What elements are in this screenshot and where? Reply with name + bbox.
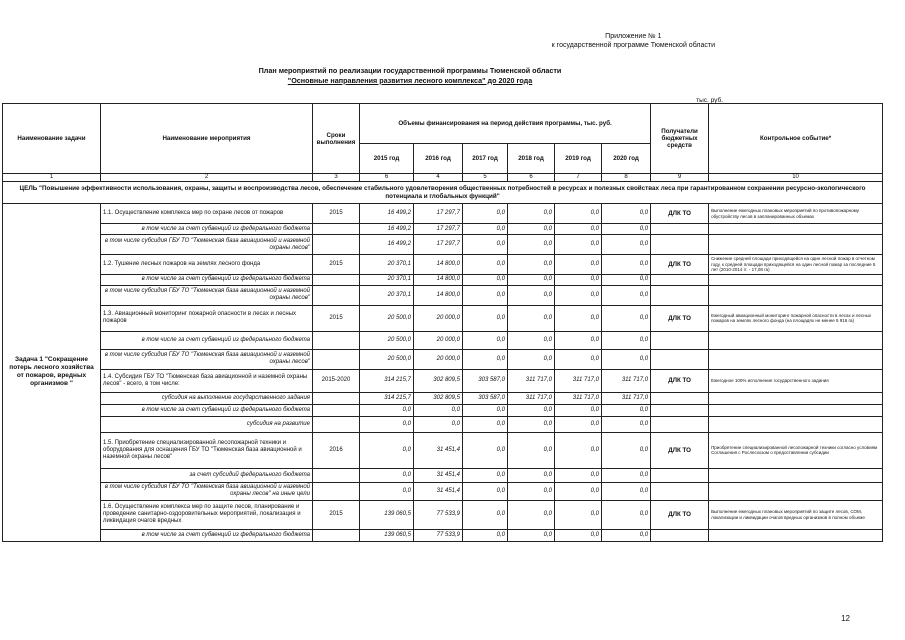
funding-cell: 0,0 (463, 349, 508, 369)
recipient-cell (651, 529, 709, 541)
recipient-cell (651, 224, 709, 235)
funding-cell: 0,0 (414, 404, 463, 416)
funding-cell: 0,0 (508, 349, 555, 369)
event-cell (709, 416, 883, 432)
funding-cell: 0,0 (602, 285, 651, 305)
funding-cell: 77 533,9 (414, 529, 463, 541)
funding-cell: 0,0 (602, 331, 651, 349)
term-cell: 2015 (313, 500, 360, 529)
term-cell: 2015 (313, 305, 360, 331)
recipient-cell: ДЛК ТО (651, 305, 709, 331)
funding-cell: 14 800,0 (414, 274, 463, 285)
title-line-1: План мероприятий по реализации государственной программы Тюменской области (258, 66, 562, 75)
col-index: 7 (555, 174, 602, 182)
funding-cell: 0,0 (555, 349, 602, 369)
recipient-cell (651, 468, 709, 482)
funding-cell: 20 370,1 (360, 274, 414, 285)
term-cell: 2015 (313, 255, 360, 275)
funding-cell: 0,0 (508, 274, 555, 285)
funding-cell: 0,0 (463, 432, 508, 468)
term-cell (313, 235, 360, 255)
funding-cell: 302 809,5 (414, 369, 463, 392)
col-year: 2020 год (602, 144, 651, 174)
event-cell (709, 235, 883, 255)
event-cell (709, 468, 883, 482)
funding-cell: 139 060,5 (360, 529, 414, 541)
funding-cell: 0,0 (463, 274, 508, 285)
col-index: 2 (101, 174, 313, 182)
recipient-cell (651, 285, 709, 305)
funding-cell: 31 451,4 (414, 482, 463, 500)
event-cell: Приобретение специализированной лесопожарной техники согласно условиям Соглашения с Рослесхозом о предоставлении субсидии (709, 432, 883, 468)
funding-cell: 0,0 (555, 274, 602, 285)
funding-cell: 0,0 (602, 204, 651, 224)
term-cell (313, 416, 360, 432)
document-title (200, 66, 620, 85)
term-cell (313, 331, 360, 349)
funding-cell: 0,0 (463, 305, 508, 331)
funding-cell: 0,0 (508, 468, 555, 482)
event-cell (709, 529, 883, 541)
col-task: Наименование задачи (3, 104, 101, 174)
activity-sub-label: в том числе субсидия ГБУ ТО "Тюменская база авиационной и наземной охраны лесов" (101, 235, 313, 255)
col-index: 6 (360, 174, 414, 182)
funding-cell: 0,0 (463, 468, 508, 482)
funding-cell: 0,0 (463, 331, 508, 349)
funding-cell: 0,0 (360, 432, 414, 468)
funding-cell: 31 451,4 (414, 432, 463, 468)
task-name: Задача 1 "Сокращение потерь лесного хозяйства от пожаров, вредных организмов " (3, 204, 101, 542)
funding-cell: 0,0 (463, 255, 508, 275)
col-year: 2019 год (555, 144, 602, 174)
activity-name: 1.4. Субсидия ГБУ ТО "Тюменская база авиационной и наземной охраны лесов" - всего, в том числе: (101, 369, 313, 392)
event-cell: Ежегодный авиационный мониторинг пожарной опасности в лесах и лесных пожаров на землях лесного фонда (на площадях не менее 5 916 га) (709, 305, 883, 331)
funding-cell: 16 499,2 (360, 204, 414, 224)
activity-sub-label: за счет субсидий федерального бюджета (101, 468, 313, 482)
term-cell (313, 392, 360, 404)
funding-cell: 0,0 (508, 255, 555, 275)
col-event: Контрольное событие* (709, 104, 883, 174)
funding-cell: 0,0 (602, 274, 651, 285)
funding-cell: 0,0 (508, 285, 555, 305)
funding-cell: 17 297,7 (414, 224, 463, 235)
activity-plan-table (2, 103, 883, 542)
col-term: Сроки выполнения (313, 104, 360, 174)
funding-cell: 0,0 (602, 349, 651, 369)
table-row (3, 224, 883, 235)
funding-cell: 0,0 (555, 416, 602, 432)
funding-cell: 303 587,0 (463, 369, 508, 392)
funding-cell: 14 800,0 (414, 255, 463, 275)
funding-cell: 0,0 (463, 500, 508, 529)
funding-cell: 0,0 (360, 416, 414, 432)
funding-cell: 0,0 (555, 235, 602, 255)
funding-cell: 303 587,0 (463, 392, 508, 404)
activity-sub-label: в том числе субсидия ГБУ ТО "Тюменская база авиационной и наземной охраны лесов" на иные цели (101, 482, 313, 500)
table-row (3, 235, 883, 255)
col-year: 2017 год (463, 144, 508, 174)
col-year: 2015 год (360, 144, 414, 174)
recipient-cell (651, 274, 709, 285)
funding-cell: 0,0 (508, 416, 555, 432)
col-index: 9 (651, 174, 709, 182)
event-cell (709, 404, 883, 416)
event-cell (709, 331, 883, 349)
recipient-cell: ДЛК ТО (651, 255, 709, 275)
funding-cell: 20 500,0 (360, 349, 414, 369)
col-index: 6 (508, 174, 555, 182)
term-cell: 2016 (313, 432, 360, 468)
funding-cell: 16 499,2 (360, 224, 414, 235)
event-cell (709, 482, 883, 500)
funding-cell: 0,0 (555, 529, 602, 541)
term-cell (313, 404, 360, 416)
funding-cell: 77 533,9 (414, 500, 463, 529)
table-row (3, 369, 883, 392)
funding-cell: 0,0 (463, 416, 508, 432)
recipient-cell (651, 349, 709, 369)
funding-cell: 0,0 (602, 224, 651, 235)
event-cell (709, 392, 883, 404)
funding-cell: 0,0 (555, 204, 602, 224)
event-cell: Выполнение ежегодных плановых мероприятий по противопожарному обустройству лесов в запланированных объемах (709, 204, 883, 224)
funding-cell: 311 717,0 (602, 369, 651, 392)
term-cell (313, 285, 360, 305)
funding-cell: 0,0 (602, 482, 651, 500)
funding-cell: 0,0 (555, 255, 602, 275)
recipient-cell: ДЛК ТО (651, 204, 709, 224)
funding-cell: 14 800,0 (414, 285, 463, 305)
col-year: 2016 год (414, 144, 463, 174)
funding-cell: 311 717,0 (508, 392, 555, 404)
funding-cell: 0,0 (508, 331, 555, 349)
funding-cell: 0,0 (555, 285, 602, 305)
activity-sub-label: субсидия на выполнение государственного задания (101, 392, 313, 404)
event-cell (709, 285, 883, 305)
activity-sub-label: в том числе субсидия ГБУ ТО "Тюменская база авиационной и наземной охраны лесов" (101, 349, 313, 369)
activity-sub-label: в том числе за счет субвенций из федерального бюджета (101, 331, 313, 349)
activity-name: 1.5. Приобретение специализированной лесопожарной техники и оборудования для оснащения ГБУ ТО "Тюменская база авиационной и наземной охраны лесов" (101, 432, 313, 468)
recipient-cell (651, 416, 709, 432)
recipient-cell (651, 235, 709, 255)
title-line-2: "Основные направления развития лесного комплекса" до 2020 года (287, 75, 533, 85)
funding-cell: 0,0 (555, 224, 602, 235)
table-row (3, 529, 883, 541)
appendix-reference: к государственной программе Тюменской области (551, 42, 715, 49)
event-cell: Выполнение ежегодных плановых мероприятий по защите лесов, СОМ, локализации и ликвидации очагов вредных организмов в полном объеме (709, 500, 883, 529)
funding-cell: 0,0 (602, 432, 651, 468)
unit-label: тыс. руб. (696, 97, 723, 104)
funding-cell: 0,0 (555, 404, 602, 416)
funding-cell: 0,0 (602, 305, 651, 331)
col-index: 10 (709, 174, 883, 182)
funding-cell: 0,0 (508, 529, 555, 541)
event-cell (709, 224, 883, 235)
funding-cell: 20 500,0 (360, 305, 414, 331)
col-activity: Наименование мероприятия (101, 104, 313, 174)
funding-cell: 0,0 (508, 500, 555, 529)
funding-cell: 0,0 (555, 432, 602, 468)
event-cell: Ежегодное 100% исполнение государственного задания (709, 369, 883, 392)
funding-cell: 311 717,0 (555, 392, 602, 404)
table-row (3, 416, 883, 432)
funding-cell: 311 717,0 (602, 392, 651, 404)
funding-cell: 20 000,0 (414, 349, 463, 369)
funding-cell: 0,0 (463, 224, 508, 235)
col-funding-group: Объемы финансирования на период действия программы, тыс. руб. (360, 104, 651, 144)
funding-cell: 0,0 (602, 416, 651, 432)
col-recipients: Получатели бюджетных средств (651, 104, 709, 174)
funding-cell: 20 000,0 (414, 331, 463, 349)
funding-cell: 16 499,2 (360, 235, 414, 255)
table-row (3, 482, 883, 500)
funding-cell: 0,0 (602, 468, 651, 482)
funding-cell: 0,0 (508, 305, 555, 331)
activity-name: 1.6. Осуществление комплекса мер по защите лесов, планирование и проведение санитарно-оздоровительных мероприятий, локализация и ликвидация очагов вредных (101, 500, 313, 529)
table-row (3, 468, 883, 482)
term-cell (313, 529, 360, 541)
funding-cell: 17 297,7 (414, 235, 463, 255)
funding-cell: 0,0 (508, 404, 555, 416)
funding-cell: 302 809,5 (414, 392, 463, 404)
recipient-cell: ДЛК ТО (651, 500, 709, 529)
funding-cell: 20 500,0 (360, 331, 414, 349)
funding-cell: 0,0 (463, 204, 508, 224)
event-cell (709, 349, 883, 369)
recipient-cell (651, 482, 709, 500)
funding-cell: 139 060,5 (360, 500, 414, 529)
term-cell (313, 224, 360, 235)
funding-cell: 0,0 (508, 204, 555, 224)
goal-row: ЦЕЛЬ "Повышение эффективности использования, охраны, защиты и воспроизводства лесов, обеспечение стабильного удовлетворения общественных потребностей в ресурсах и полезных свойствах леса при гарантированном сохранении ресурсно-экологического потенциала и глобальных функций" (3, 182, 883, 204)
funding-cell: 0,0 (360, 404, 414, 416)
table-row (3, 305, 883, 331)
funding-cell: 0,0 (555, 331, 602, 349)
funding-cell: 0,0 (508, 482, 555, 500)
event-cell (709, 274, 883, 285)
funding-cell: 0,0 (463, 285, 508, 305)
funding-cell: 0,0 (463, 235, 508, 255)
funding-cell: 0,0 (602, 529, 651, 541)
term-cell: 2015-2020 (313, 369, 360, 392)
activity-sub-label: в том числе за счет субвенций из федерального бюджета (101, 274, 313, 285)
term-cell (313, 468, 360, 482)
table-row (3, 285, 883, 305)
funding-cell: 0,0 (360, 482, 414, 500)
event-cell: Снижение средней площади приходящейся на один лесной пожар в отчетном году, к средней площади приходящейся на один лесной пожар за последние 5 лет (2010-2014 гг. - 17,08 га) (709, 255, 883, 275)
table-row (3, 404, 883, 416)
col-index: 8 (602, 174, 651, 182)
activity-name: 1.2. Тушение лесных пожаров на землях лесного фонда (101, 255, 313, 275)
funding-cell: 0,0 (508, 224, 555, 235)
funding-cell: 0,0 (555, 305, 602, 331)
table-row (3, 349, 883, 369)
funding-cell: 0,0 (360, 468, 414, 482)
funding-cell: 0,0 (555, 500, 602, 529)
col-index: 4 (414, 174, 463, 182)
funding-cell: 0,0 (508, 432, 555, 468)
term-cell (313, 349, 360, 369)
funding-cell: 311 717,0 (555, 369, 602, 392)
table-row (3, 274, 883, 285)
appendix-number: Приложение № 1 (605, 33, 662, 40)
funding-cell: 31 451,4 (414, 468, 463, 482)
table-row (3, 331, 883, 349)
funding-cell: 0,0 (602, 404, 651, 416)
funding-cell: 314 215,7 (360, 369, 414, 392)
activity-name: 1.1. Осуществление комплекса мер по охране лесов от пожаров (101, 204, 313, 224)
funding-cell: 0,0 (414, 416, 463, 432)
term-cell (313, 482, 360, 500)
funding-cell: 0,0 (602, 500, 651, 529)
appendix-note (552, 32, 715, 50)
funding-cell: 0,0 (463, 529, 508, 541)
recipient-cell: ДЛК ТО (651, 432, 709, 468)
activity-sub-label: в том числе за счет субвенций из федерального бюджета (101, 224, 313, 235)
funding-cell: 17 297,7 (414, 204, 463, 224)
table-row (3, 500, 883, 529)
col-index: 3 (313, 174, 360, 182)
table-row (3, 255, 883, 275)
recipient-cell (651, 331, 709, 349)
activity-sub-label: в том числе за счет субвенций из федерального бюджета (101, 529, 313, 541)
recipient-cell (651, 392, 709, 404)
funding-cell: 0,0 (555, 468, 602, 482)
funding-cell: 0,0 (463, 482, 508, 500)
column-index-row (3, 174, 883, 182)
term-cell (313, 274, 360, 285)
funding-cell: 0,0 (508, 235, 555, 255)
col-year: 2018 год (508, 144, 555, 174)
funding-cell: 20 370,1 (360, 255, 414, 275)
activity-sub-label: в том числе за счет субвенций из федерального бюджета (101, 404, 313, 416)
page-number: 12 (841, 614, 850, 623)
funding-cell: 20 000,0 (414, 305, 463, 331)
funding-cell: 311 717,0 (508, 369, 555, 392)
funding-cell: 0,0 (602, 235, 651, 255)
table-row (3, 432, 883, 468)
funding-cell: 20 370,1 (360, 285, 414, 305)
recipient-cell: ДЛК ТО (651, 369, 709, 392)
activity-sub-label: в том числе субсидия ГБУ ТО "Тюменская база авиационной и наземной охраны лесов" (101, 285, 313, 305)
funding-cell: 314 215,7 (360, 392, 414, 404)
funding-cell: 0,0 (463, 404, 508, 416)
col-index: 1 (3, 174, 101, 182)
table-row (3, 204, 883, 224)
table-row (3, 392, 883, 404)
col-index: 5 (463, 174, 508, 182)
funding-cell: 0,0 (602, 255, 651, 275)
recipient-cell (651, 404, 709, 416)
term-cell: 2015 (313, 204, 360, 224)
activity-name: 1.3. Авиационный мониторинг пожарной опасности в лесах и лесных пожаров (101, 305, 313, 331)
funding-cell: 0,0 (555, 482, 602, 500)
activity-sub-label: субсидия на развитие (101, 416, 313, 432)
